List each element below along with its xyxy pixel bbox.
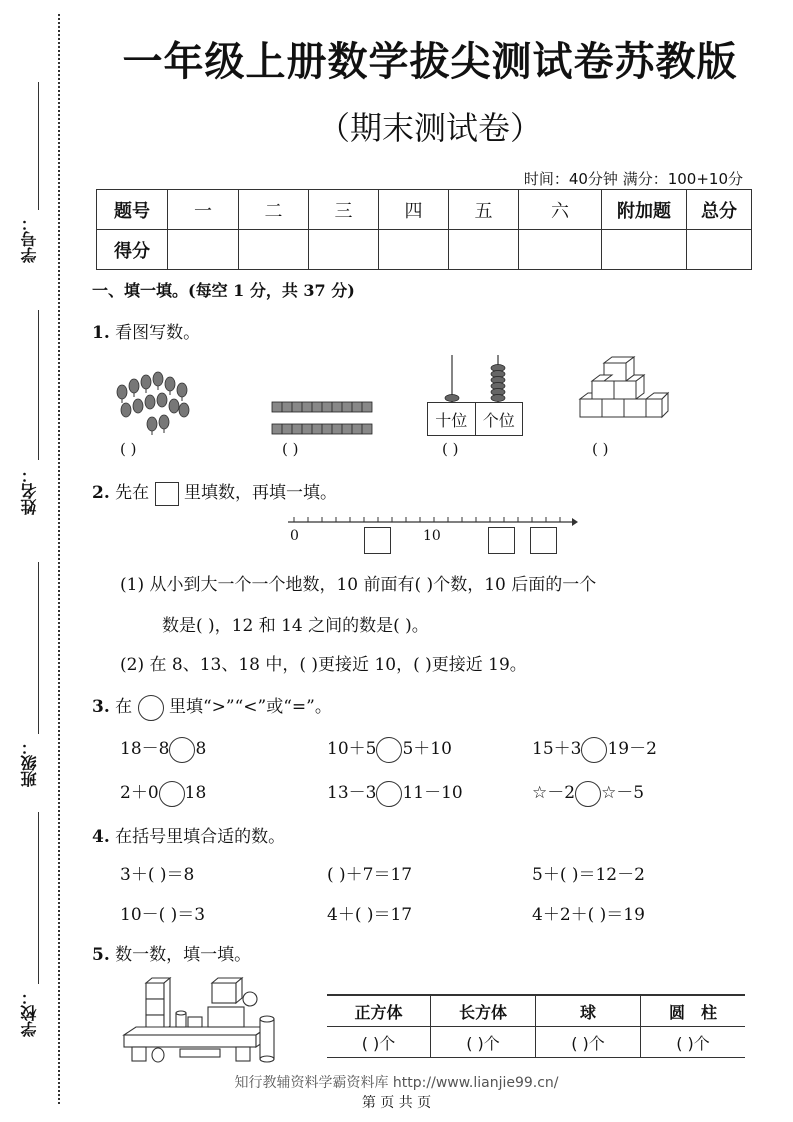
class-line [38, 562, 39, 734]
compare-circle[interactable] [169, 737, 195, 763]
question-text: 在 [115, 697, 133, 717]
compare-item [532, 778, 644, 807]
score-table [96, 189, 752, 270]
number-line-blank[interactable] [488, 527, 515, 554]
score-cell: 五 [449, 190, 519, 230]
school-line [38, 812, 39, 984]
compare-left: 10＋5 [327, 739, 377, 759]
answer-paren[interactable]: ( ) [442, 440, 459, 458]
footer-watermark: 知行教辅资料学霸资料库 http://www.lianjie99.cn/ [234, 1075, 559, 1091]
score-input-cell[interactable] [239, 230, 309, 270]
name-label: 姓名： [20, 467, 39, 515]
compare-item [120, 734, 206, 763]
compare-circle[interactable] [159, 781, 185, 807]
compare-left: 18－8 [120, 739, 170, 759]
question-number: 4. [92, 827, 110, 847]
answer-paren[interactable]: ( ) [120, 440, 137, 458]
shape-header: 长方体 [431, 995, 536, 1027]
question-text: 看图写数。 [115, 323, 201, 343]
binding-dotted-line [58, 14, 60, 1104]
shape-count-cell[interactable]: ( )个 [327, 1027, 431, 1058]
score-input-cell[interactable] [449, 230, 519, 270]
question-text: 数一数，填一填。 [115, 945, 252, 965]
question-3 [92, 692, 332, 721]
compare-item [532, 734, 657, 763]
question-5 [92, 940, 251, 965]
name-line [38, 310, 39, 460]
ten-rods-picture [270, 398, 374, 440]
section-heading: 一、填一填。(每空 1 分，共 37 分) [92, 281, 355, 300]
score-input-cell[interactable] [602, 230, 687, 270]
compare-circle[interactable] [376, 781, 402, 807]
q2-subquestion-1: (1) 从小到大一个一个地数，10 前面有( )个数，10 后面的一个 [120, 575, 597, 595]
question-number: 2. [92, 483, 110, 503]
number-line-label: 10 [423, 528, 441, 544]
score-cell: 附加题 [602, 190, 687, 230]
fill-equation[interactable]: 4＋2＋( )＝19 [532, 905, 645, 925]
question-text: 先在 [115, 483, 150, 503]
score-input-cell[interactable] [309, 230, 379, 270]
score-input-cell[interactable] [168, 230, 239, 270]
shape-count-cell[interactable]: ( )个 [641, 1027, 746, 1058]
shape-count-table [327, 994, 745, 1058]
question-number: 1. [92, 323, 110, 343]
compare-right: 8 [195, 739, 207, 759]
fill-equation[interactable]: 10－( )＝3 [120, 905, 206, 925]
compare-left: 13－3 [327, 783, 377, 803]
score-cell: 总分 [687, 190, 752, 230]
compare-right: ☆－5 [601, 783, 645, 803]
shape-header: 圆 柱 [641, 995, 746, 1027]
compare-item [327, 778, 463, 807]
score-input-cell[interactable] [519, 230, 602, 270]
compare-left: 15＋3 [532, 739, 582, 759]
fill-equation[interactable]: 3＋( )＝8 [120, 865, 195, 885]
page-number: 第 页 共 页 [361, 1095, 432, 1111]
compare-right: 18 [184, 783, 207, 803]
fill-equation[interactable]: ( )＋7＝17 [327, 865, 413, 885]
student-id-line [38, 82, 39, 210]
question-1 [92, 318, 200, 343]
compare-left: ☆－2 [532, 783, 576, 803]
answer-paren[interactable]: ( ) [592, 440, 609, 458]
exam-meta: 时间：40分钟 满分：100+10分 [523, 170, 743, 188]
score-input-cell[interactable] [687, 230, 752, 270]
compare-item [327, 734, 452, 763]
score-cell: 三 [309, 190, 379, 230]
school-label: 学校： [20, 989, 39, 1037]
square-blank-icon [155, 482, 179, 506]
solid-shapes-picture [118, 975, 282, 1067]
question-2 [92, 478, 337, 506]
q2-subquestion-1-cont: 数是( )，12 和 14 之间的数是( )。 [162, 616, 429, 636]
q2-subquestion-2: (2) 在 8、13、18 中，( )更接近 10，( )更接近 19。 [120, 655, 527, 675]
page-title: 一年级上册数学拔尖测试卷苏教版 [122, 39, 738, 85]
score-cell: 六 [519, 190, 602, 230]
compare-right: 5＋10 [402, 739, 452, 759]
score-cell: 四 [379, 190, 449, 230]
number-line-label: 0 [290, 528, 299, 544]
abacus-base [427, 402, 523, 436]
compare-right: 11－10 [402, 783, 463, 803]
compare-right: 19－2 [607, 739, 657, 759]
compare-circle[interactable] [376, 737, 402, 763]
shape-count-cell[interactable]: ( )个 [431, 1027, 536, 1058]
compare-left: 2＋0 [120, 783, 159, 803]
question-4 [92, 822, 285, 847]
ones-place-label: 个位 [482, 410, 515, 430]
class-label: 班级： [20, 739, 39, 787]
question-text: 里填“>”“<”或“=”。 [168, 697, 332, 717]
score-row-label: 得分 [97, 230, 168, 270]
score-cell: 题号 [97, 190, 168, 230]
fill-equation[interactable]: 4＋( )＝17 [327, 905, 413, 925]
shape-header: 球 [536, 995, 641, 1027]
score-cell: 一 [168, 190, 239, 230]
tens-place-label: 十位 [428, 403, 476, 435]
answer-paren[interactable]: ( ) [282, 440, 299, 458]
compare-item [120, 778, 206, 807]
student-id-label: 学号： [20, 215, 39, 263]
leaves-picture [112, 370, 192, 438]
compare-circle[interactable] [575, 781, 601, 807]
shape-header: 正方体 [327, 995, 431, 1027]
abacus-picture [428, 355, 522, 403]
compare-circle[interactable] [581, 737, 607, 763]
cube-stack-picture [578, 355, 670, 435]
shape-count-cell[interactable]: ( )个 [536, 1027, 641, 1058]
page-subtitle: （期末测试卷） [317, 109, 542, 147]
score-input-cell[interactable] [379, 230, 449, 270]
question-text: 里填数，再填一填。 [183, 483, 337, 503]
number-line-blank[interactable] [530, 527, 557, 554]
question-number: 5. [92, 945, 110, 965]
fill-equation[interactable]: 5＋( )＝12－2 [532, 865, 645, 885]
number-line-blank[interactable] [364, 527, 391, 554]
circle-blank-icon [138, 695, 164, 721]
question-text: 在括号里填合适的数。 [115, 827, 286, 847]
score-cell: 二 [239, 190, 309, 230]
question-number: 3. [92, 697, 110, 717]
